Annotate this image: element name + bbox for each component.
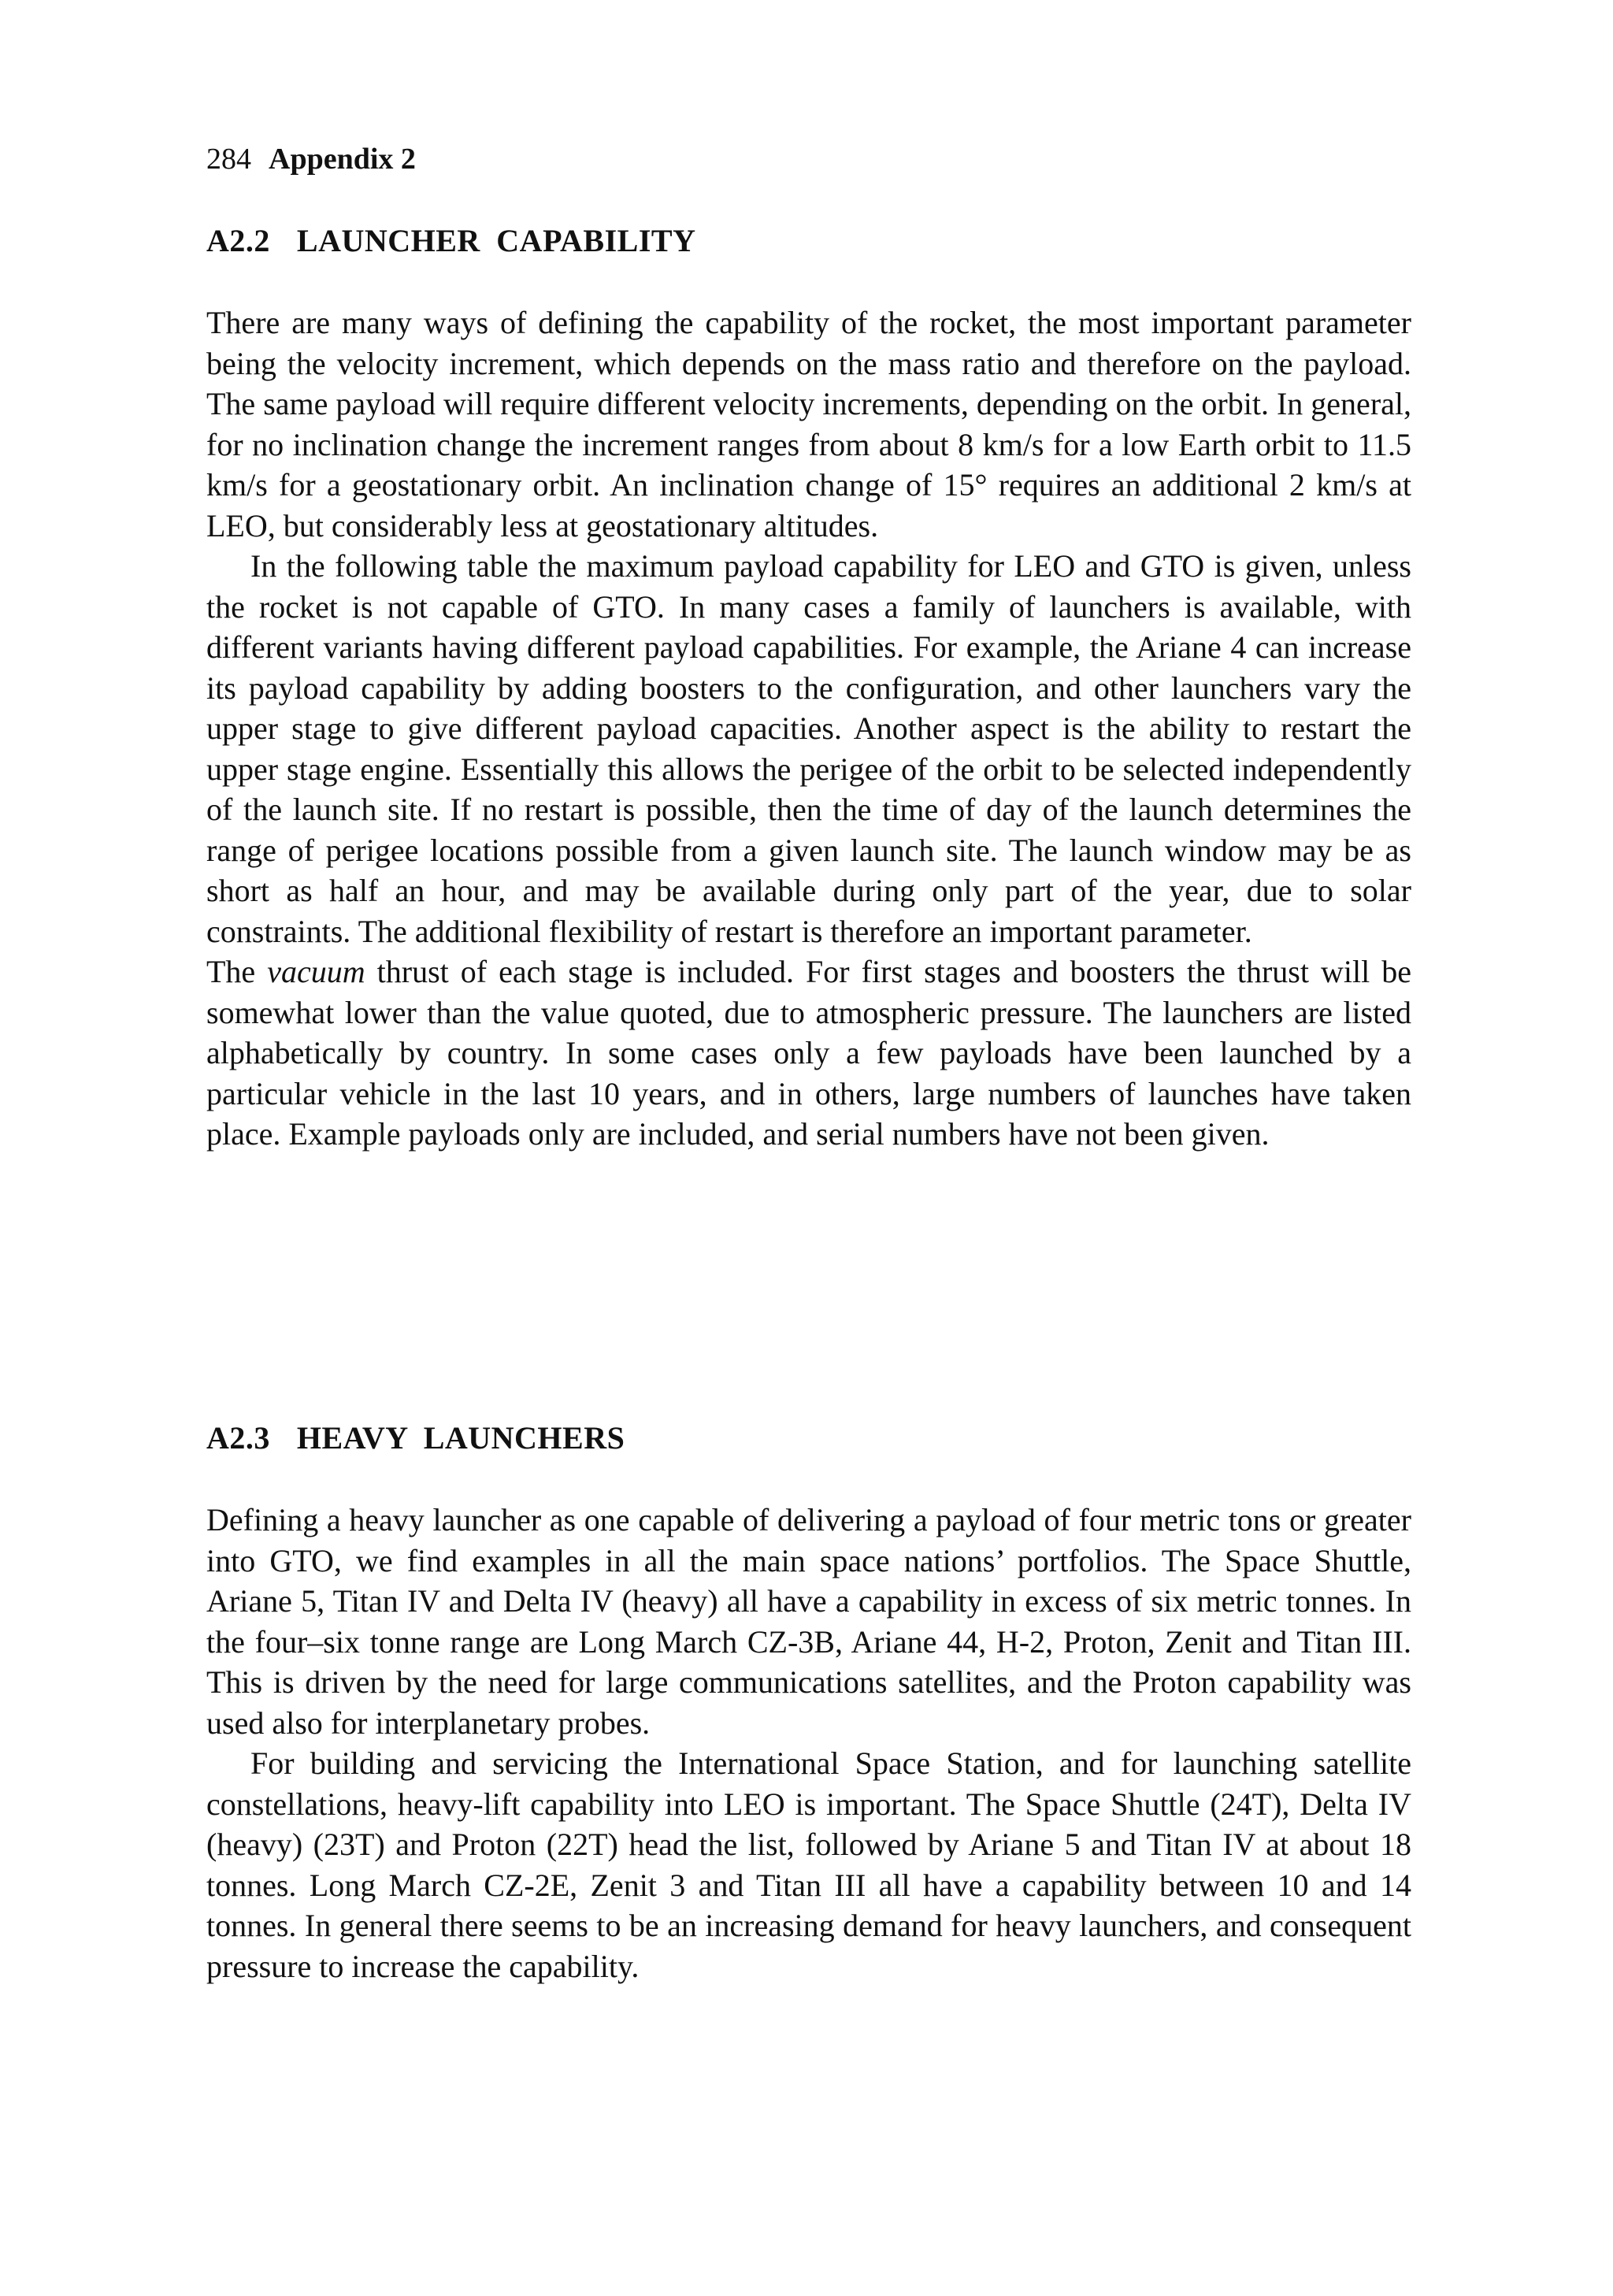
paragraph-text: thrust of each stage is included. For first stages and boosters the thrust will be somewhat lower than the value quoted, due to atmospheric pressure. The launchers are listed alphabetically by country. In some cases only a few payloads have been launched by a particular vehicle in the last 10 years, and in others, large numbers of launches have taken place. Example payloads only are included, and serial numbers have not been given. [206, 954, 1412, 1152]
section-body [206, 1500, 1411, 1986]
section-number: A2.2 [206, 223, 270, 258]
paragraph-text: The [206, 954, 268, 989]
paragraph: Defining a heavy launcher as one capable of delivering a payload of four metric tons or greater into GTO, we find examples in all the main space nations’ portfolios. The Space Shuttle, Ariane 5, Titan IV and Delta IV (heavy) all have a capability in excess of six metric tonnes. In the four–six tonne range are Long March CZ-3B, Ariane 44, H-2, Proton, Zenit and Titan III. This is driven by the need for large communications satellites, and the Proton capability was used also for interplanetary probes. [206, 1502, 1411, 1741]
section-launcher-capability [206, 221, 1411, 1155]
section-number: A2.3 [206, 1420, 270, 1456]
running-head [206, 140, 416, 178]
section-title: LAUNCHER CAPABILITY [296, 223, 696, 258]
running-title: Appendix 2 [269, 143, 416, 176]
section-heading [206, 1418, 1411, 1459]
section-heavy-launchers [206, 1418, 1411, 1986]
paragraph-vacuum-thrust [206, 951, 1411, 1155]
paragraph: There are many ways of defining the capability of the rocket, the most important parameter being the velocity increment, which depends on the mass ratio and therefore on the payload. The same payload will require different velocity increments, depending on the orbit. In general, for no inclination change the increment ranges from about 8 km/s for a low Earth orbit to 11.5 km/s for a geostationary orbit. An inclination change of 15° requires an additional 2 km/s at LEO, but considerably less at geostationary altitudes. [206, 305, 1411, 543]
paragraph: In the following table the maximum payload capability for LEO and GTO is given, unless the rocket is not capable of GTO. In many cases a family of launchers is available, with different variants having different payload capabilities. For example, the Ariane 4 can increase its payload capability by adding boosters to the configuration, and other launchers vary the upper stage to give different payload capacities. Another aspect is the ability to restart the upper stage engine. Essentially this allows the perigee of the orbit to be selected independently of the launch site. If no restart is possible, then the time of day of the launch determines the range of perigee locations possible from a given launch site. The launch window may be as short as half an hour, and may be available during only part of the year, due to solar constraints. The additional flexibility of restart is therefore an important parameter. [206, 548, 1411, 949]
page-number: 284 [206, 143, 251, 176]
section-heading [206, 221, 1411, 261]
emphasis-vacuum: vacuum [267, 954, 365, 989]
paragraph: For building and servicing the International Space Station, and for launching satellite constellations, heavy-lift capability into LEO is important. The Space Shuttle (24T), Delta IV (heavy) (23T) and Proton (22T) head the list, followed by Ariane 5 and Titan IV at about 18 tonnes. Long March CZ-2E, Zenit 3 and Titan III all have a capability between 10 and 14 tonnes. In general there seems to be an increasing demand for heavy launchers, and consequent pressure to increase the capability. [206, 1745, 1411, 1984]
section-body [206, 302, 1411, 1155]
section-title: HEAVY LAUNCHERS [296, 1420, 625, 1456]
